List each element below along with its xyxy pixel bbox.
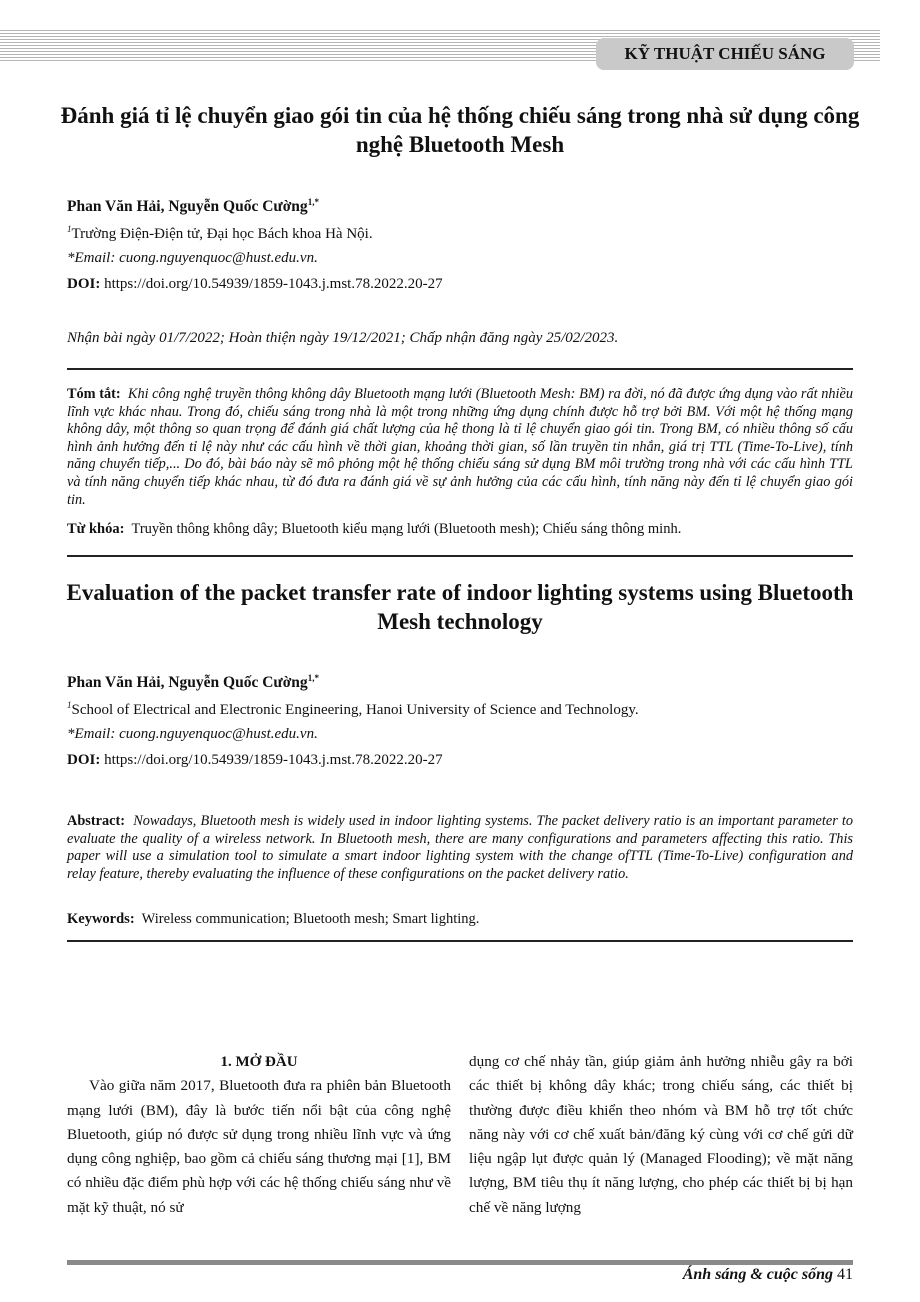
abstract-label: Abstract: bbox=[67, 813, 125, 829]
author-names: Phan Văn Hải, Nguyễn Quốc Cường bbox=[67, 198, 308, 216]
doi-link[interactable]: https://doi.org/10.54939/1859-1043.j.mst.78.2022.20-27 bbox=[104, 752, 443, 768]
en-email: *Email: cuong.nguyenquoc@hust.edu.vn. bbox=[67, 726, 318, 742]
affil-sup: 1 bbox=[67, 700, 72, 710]
vi-keywords bbox=[67, 521, 853, 538]
body-left-column bbox=[67, 1050, 451, 1220]
author-sup: 1,* bbox=[307, 673, 319, 683]
vi-email: *Email: cuong.nguyenquoc@hust.edu.vn. bbox=[67, 250, 318, 266]
affil-text: School of Electrical and Electronic Engineering, Hanoi University of Science and Technology. bbox=[71, 702, 639, 718]
body-right-column bbox=[469, 1050, 853, 1220]
abstract-label: Tóm tắt: bbox=[67, 386, 121, 402]
doi-label: DOI: bbox=[67, 752, 105, 768]
abstract-text: Nowadays, Bluetooth mesh is widely used in indoor lighting systems. The packet delivery ratio is an important parameter to evaluate the quality of a wireless network. In Bluetooth mesh, there are many configurations and parameters affecting this ratio. This paper will use a simulation tool to simulate a smart indoor lighting system with the change ofTTL (Time-To-Live) configuration and relay feature, thereby evaluating the influence of these configurations on the packet delivery ratio. bbox=[67, 813, 853, 882]
email-label: *Email: bbox=[67, 250, 120, 266]
vi-title: Đánh giá tỉ lệ chuyển giao gói tin của hệ thống chiếu sáng trong nhà sử dụng công nghệ Bluetooth Mesh bbox=[60, 103, 860, 157]
keywords-label: Từ khóa: bbox=[67, 521, 125, 537]
affil-sup: 1 bbox=[67, 224, 72, 234]
divider bbox=[67, 368, 853, 370]
email-link[interactable]: cuong.nguyenquoc@hust.edu.vn bbox=[119, 250, 315, 266]
en-affiliation bbox=[67, 700, 853, 719]
en-doi bbox=[67, 752, 853, 769]
email-label: *Email: bbox=[67, 726, 120, 742]
body-paragraph: Vào giữa năm 2017, Bluetooth đưa ra phiên bản Bluetooth mạng lưới (BM), đây là bước tiến nổi bật của công nghệ Bluetooth, giúp nó được sử dụng trong nhiều lĩnh vực và ứng dụng công nghiệp, bao gồm cả chiếu sáng thương mại [1], BM có nhiều đặc điểm phù hợp với các hệ thống chiếu sáng như về mặt kỹ thuật, nó sử bbox=[67, 1077, 451, 1216]
page-footer bbox=[683, 1266, 853, 1284]
section-heading: 1. MỞ ĐẦU bbox=[220, 1054, 298, 1070]
vi-dates: Nhận bài ngày 01/7/2022; Hoàn thiện ngày 19/12/2021; Chấp nhận đăng ngày 25/02/2023. bbox=[67, 330, 619, 346]
email-link[interactable]: cuong.nguyenquoc@hust.edu.vn bbox=[119, 726, 315, 742]
section-tag: KỸ THUẬT CHIẾU SÁNG bbox=[596, 38, 854, 70]
body-paragraph: dụng cơ chế nhảy tần, giúp giảm ảnh hưởng nhiễu gây ra bởi các thiết bị không dây khác; trong chiếu sáng, các thiết bị thường được điều khiển theo nhóm và BM hỗ trợ tốt chức năng này với cơ chế xuất bản/đăng ký cùng với cơ chế gửi dữ liệu ngập lụt được quản lý (Managed Flooding); về mặt năng lượng, BM tiêu thụ ít năng lượng, cho phép các thiết bị bị hạn chế về năng lượng bbox=[469, 1053, 853, 1216]
divider bbox=[67, 555, 853, 557]
en-title: Evaluation of the packet transfer rate of indoor lighting systems using Bluetooth Mesh technology bbox=[66, 580, 854, 634]
doi-label: DOI: bbox=[67, 276, 105, 292]
doi-link[interactable]: https://doi.org/10.54939/1859-1043.j.mst.78.2022.20-27 bbox=[104, 276, 443, 292]
footer-rule bbox=[67, 1260, 853, 1265]
keywords-text: Truyền thông không dây; Bluetooth kiểu mạng lưới (Bluetooth mesh); Chiếu sáng thông minh. bbox=[131, 521, 682, 537]
vi-abstract bbox=[67, 386, 853, 509]
affil-text: Trường Điện-Điện tử, Đại học Bách khoa Hà Nội. bbox=[71, 226, 373, 242]
abstract-text: Khi công nghệ truyền thông không dây Bluetooth mạng lưới (Bluetooth Mesh: BM) ra đời, nó đã được ứng dụng vào rất nhiều lĩnh vực khác nhau. Trong đó, chiếu sáng trong nhà là một trong những ứng dụng chính được hỗ trợ bởi BM. Với một hệ thống mạng không dây, một thông so quan trọng để đánh giá chất lượng của hệ thong là tỉ lệ chuyển giao gói tin. Trong BM, có nhiều thông số cấu hình ảnh hưởng đến tỉ lệ này như các cấu hình về thời gian, khoảng thời gian, số lần truyền tin nhắn, giá trị TTL (Time-To-Live), tính năng chuyển tiếp,... Do đó, bài báo này sẽ mô phỏng một hệ thống chiếu sáng sử dụng BM môi trường trong nhà với các cấu hình TTL và tính năng chuyển tiếp khác nhau, từ đó đưa ra đánh giá về sự ảnh hưởng của các cấu hình, tính năng này đến tỉ lệ chuyển giao gói tin. bbox=[67, 386, 853, 508]
vi-authors bbox=[67, 197, 853, 216]
vi-doi bbox=[67, 276, 853, 293]
keywords-text: Wireless communication; Bluetooth mesh; Smart lighting. bbox=[141, 911, 480, 927]
en-abstract bbox=[67, 813, 853, 883]
en-keywords bbox=[67, 911, 853, 928]
author-sup: 1,* bbox=[307, 197, 319, 207]
journal-name: Ánh sáng & cuộc sống bbox=[682, 1266, 833, 1283]
keywords-label: Keywords: bbox=[67, 911, 135, 927]
vi-affiliation bbox=[67, 224, 853, 243]
page-number: 41 bbox=[837, 1266, 853, 1283]
divider bbox=[67, 940, 853, 942]
en-authors bbox=[67, 673, 853, 692]
author-names: Phan Văn Hải, Nguyễn Quốc Cường bbox=[67, 674, 308, 692]
